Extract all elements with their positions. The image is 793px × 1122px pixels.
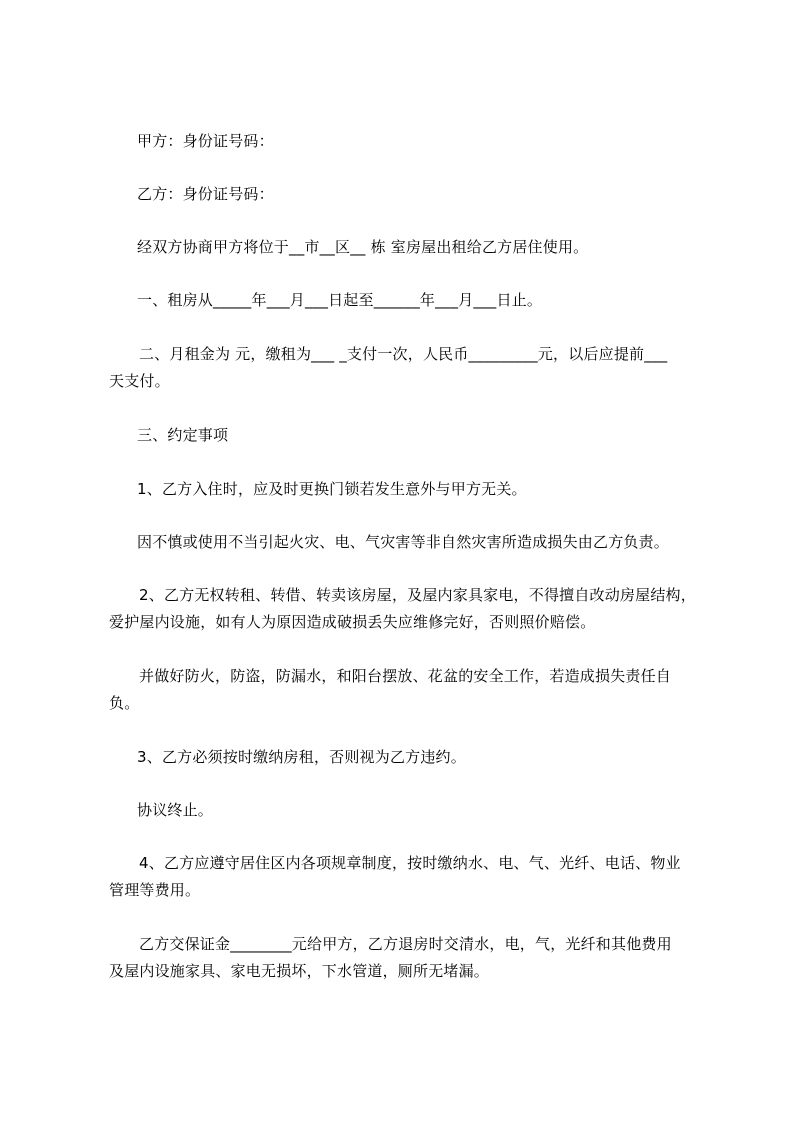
item-1: 1、乙方入住时，应及时更换门锁若发生意外与甲方无关。: [137, 480, 527, 498]
item-2-continuation-line-2: 负。: [109, 694, 140, 712]
clause-2-line-2: 天支付。: [109, 372, 170, 390]
clause-2-line-1: 二、月租金为 元，缴租为___ _支付一次，人民币_________元，以后应提前___: [139, 345, 668, 363]
deposit-line-2: 及屋内设施家具、家电无损坏，下水管道，厕所无堵漏。: [109, 962, 490, 980]
item-2-line-2: 爱护屋内设施，如有人为原因造成破损丢失应维修完好，否则照价赔偿。: [109, 613, 596, 631]
item-3: 3、乙方必须按时缴纳房租，否则视为乙方违约。: [137, 748, 466, 766]
deposit-line-1: 乙方交保证金________元给甲方，乙方退房时交清水，电，气，光纤和其他费用: [139, 935, 672, 953]
item-1-continuation: 因不慎或使用不当引起火灾、电、气灾害等非自然灾害所造成损失由乙方负责。: [137, 533, 670, 551]
party-b-line: 乙方：身份证号码：: [137, 185, 274, 203]
clause-1: 一、租房从_____年___月___日起至______年___月___日止。: [137, 291, 543, 309]
clause-3-heading: 三、约定事项: [137, 426, 229, 444]
item-2-line-1: 2、乙方无权转租、转借、转卖该房屋，及屋内家具家电，不得擅自改动房屋结构，: [139, 586, 696, 604]
item-4-line-1: 4、乙方应遵守居住区内各项规章制度，按时缴纳水、电、气、光纤、电话、物业: [139, 854, 681, 872]
item-2-continuation-line-1: 并做好防火，防盗，防漏水，和阳台摆放、花盆的安全工作，若造成损失责任自: [139, 667, 672, 685]
party-a-line: 甲方：身份证号码：: [137, 132, 274, 150]
item-4-line-2: 管理等费用。: [109, 881, 201, 899]
intro-paragraph: 经双方协商甲方将位于__市__区__ 栋 室房屋出租给乙方居住使用。: [137, 238, 589, 256]
item-3-continuation: 协议终止。: [137, 801, 214, 819]
